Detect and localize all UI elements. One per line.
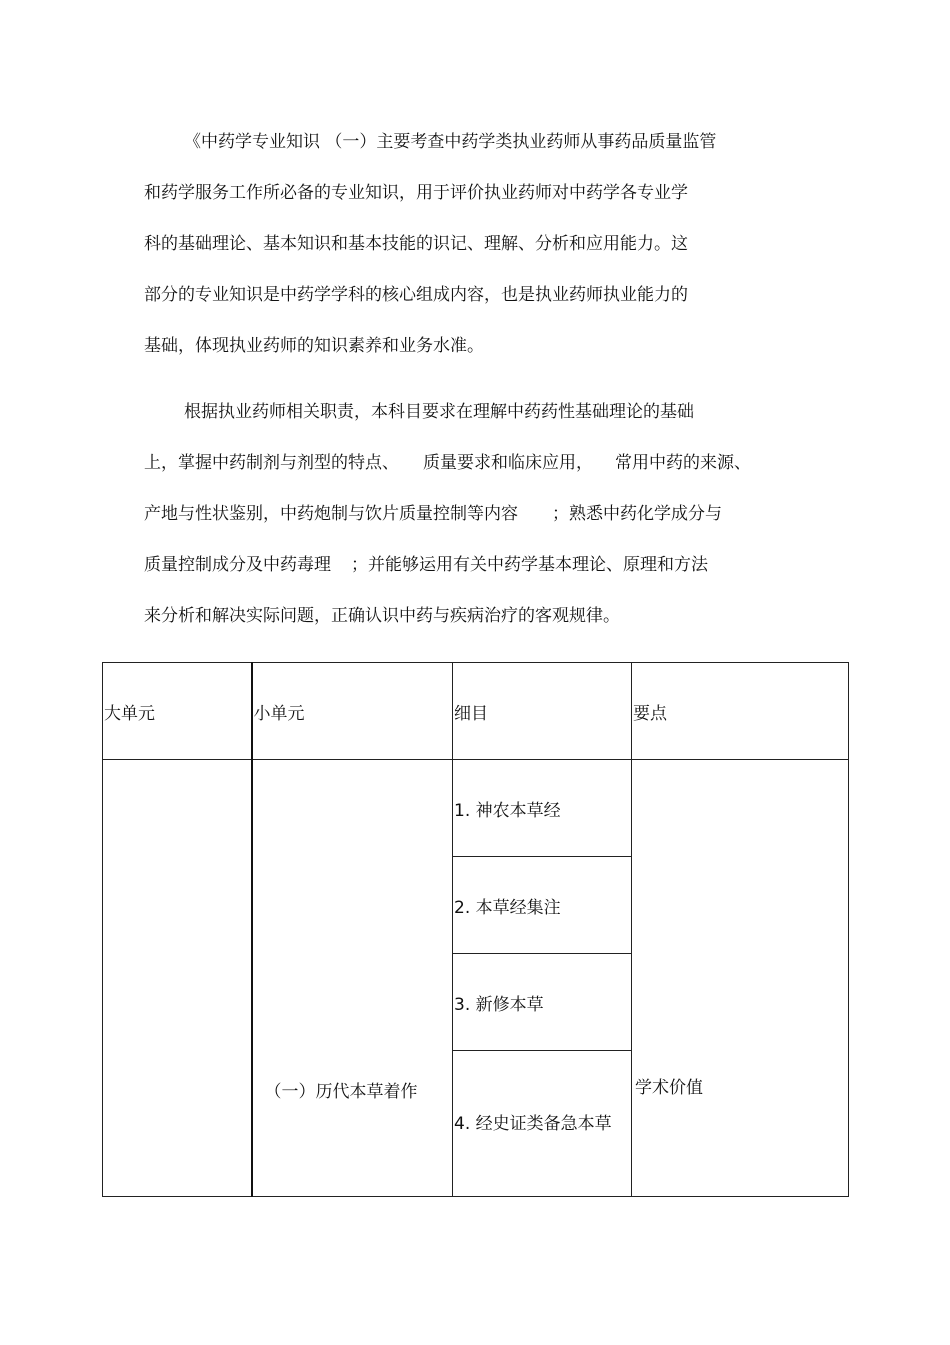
requirement-line-2-part-1: 上，掌握中药制剂与剂型的特点、 <box>144 453 399 473</box>
header-key-point: 要点 <box>632 663 849 760</box>
table-row <box>103 760 849 857</box>
header-detail: 细目 <box>453 663 632 760</box>
table-header-row <box>103 663 849 760</box>
requirement-line-2-part-2: 质量要求和临床应用， <box>423 453 593 473</box>
detail-cell-3: 3. 新修本草 <box>453 954 632 1051</box>
intro-line-1: 《中药学专业知识 （一）主要考查中药学类执业药师从事药品质量监管 <box>184 132 717 152</box>
header-minor-unit: 小单元 <box>252 663 453 760</box>
minor-unit-cell: （一）历代本草着作 <box>252 760 453 1197</box>
requirement-line-2-part-3: 常用中药的来源、 <box>615 453 751 473</box>
header-major-unit: 大单元 <box>103 663 252 760</box>
requirement-line-3-part-1: 产地与性状鉴别，中药炮制与饮片质量控制等内容 <box>144 504 518 524</box>
key-point-cell: 学术价值 <box>632 760 849 1197</box>
requirement-line-3 <box>144 502 722 526</box>
intro-line-3: 科的基础理论、基本知识和基本技能的识记、理解、分析和应用能力。这 <box>144 234 688 254</box>
requirement-line-4 <box>144 553 708 577</box>
syllabus-table <box>102 662 849 1197</box>
requirement-line-2 <box>144 451 751 475</box>
requirement-line-4-part-2: ；并能够运用有关中药学基本理论、原理和方法 <box>351 555 708 575</box>
requirement-line-1: 根据执业药师相关职责，本科目要求在理解中药药性基础理论的基础 <box>184 402 694 422</box>
detail-cell-4: 4. 经史证类备急本草 <box>453 1051 632 1197</box>
major-unit-cell <box>103 760 252 1197</box>
requirement-line-4-part-1: 质量控制成分及中药毒理 <box>144 555 331 575</box>
requirement-line-3-part-2: ；熟悉中药化学成分与 <box>552 504 722 524</box>
intro-line-4: 部分的专业知识是中药学学科的核心组成内容，也是执业药师执业能力的 <box>144 285 688 305</box>
requirement-line-5: 来分析和解决实际问题，正确认识中药与疾病治疗的客观规律。 <box>144 606 620 626</box>
detail-cell-2: 2. 本草经集注 <box>453 857 632 954</box>
detail-cell-1: 1. 神农本草经 <box>453 760 632 857</box>
intro-line-5: 基础，体现执业药师的知识素养和业务水准。 <box>144 336 484 356</box>
intro-line-2: 和药学服务工作所必备的专业知识，用于评价执业药师对中药学各专业学 <box>144 183 688 203</box>
